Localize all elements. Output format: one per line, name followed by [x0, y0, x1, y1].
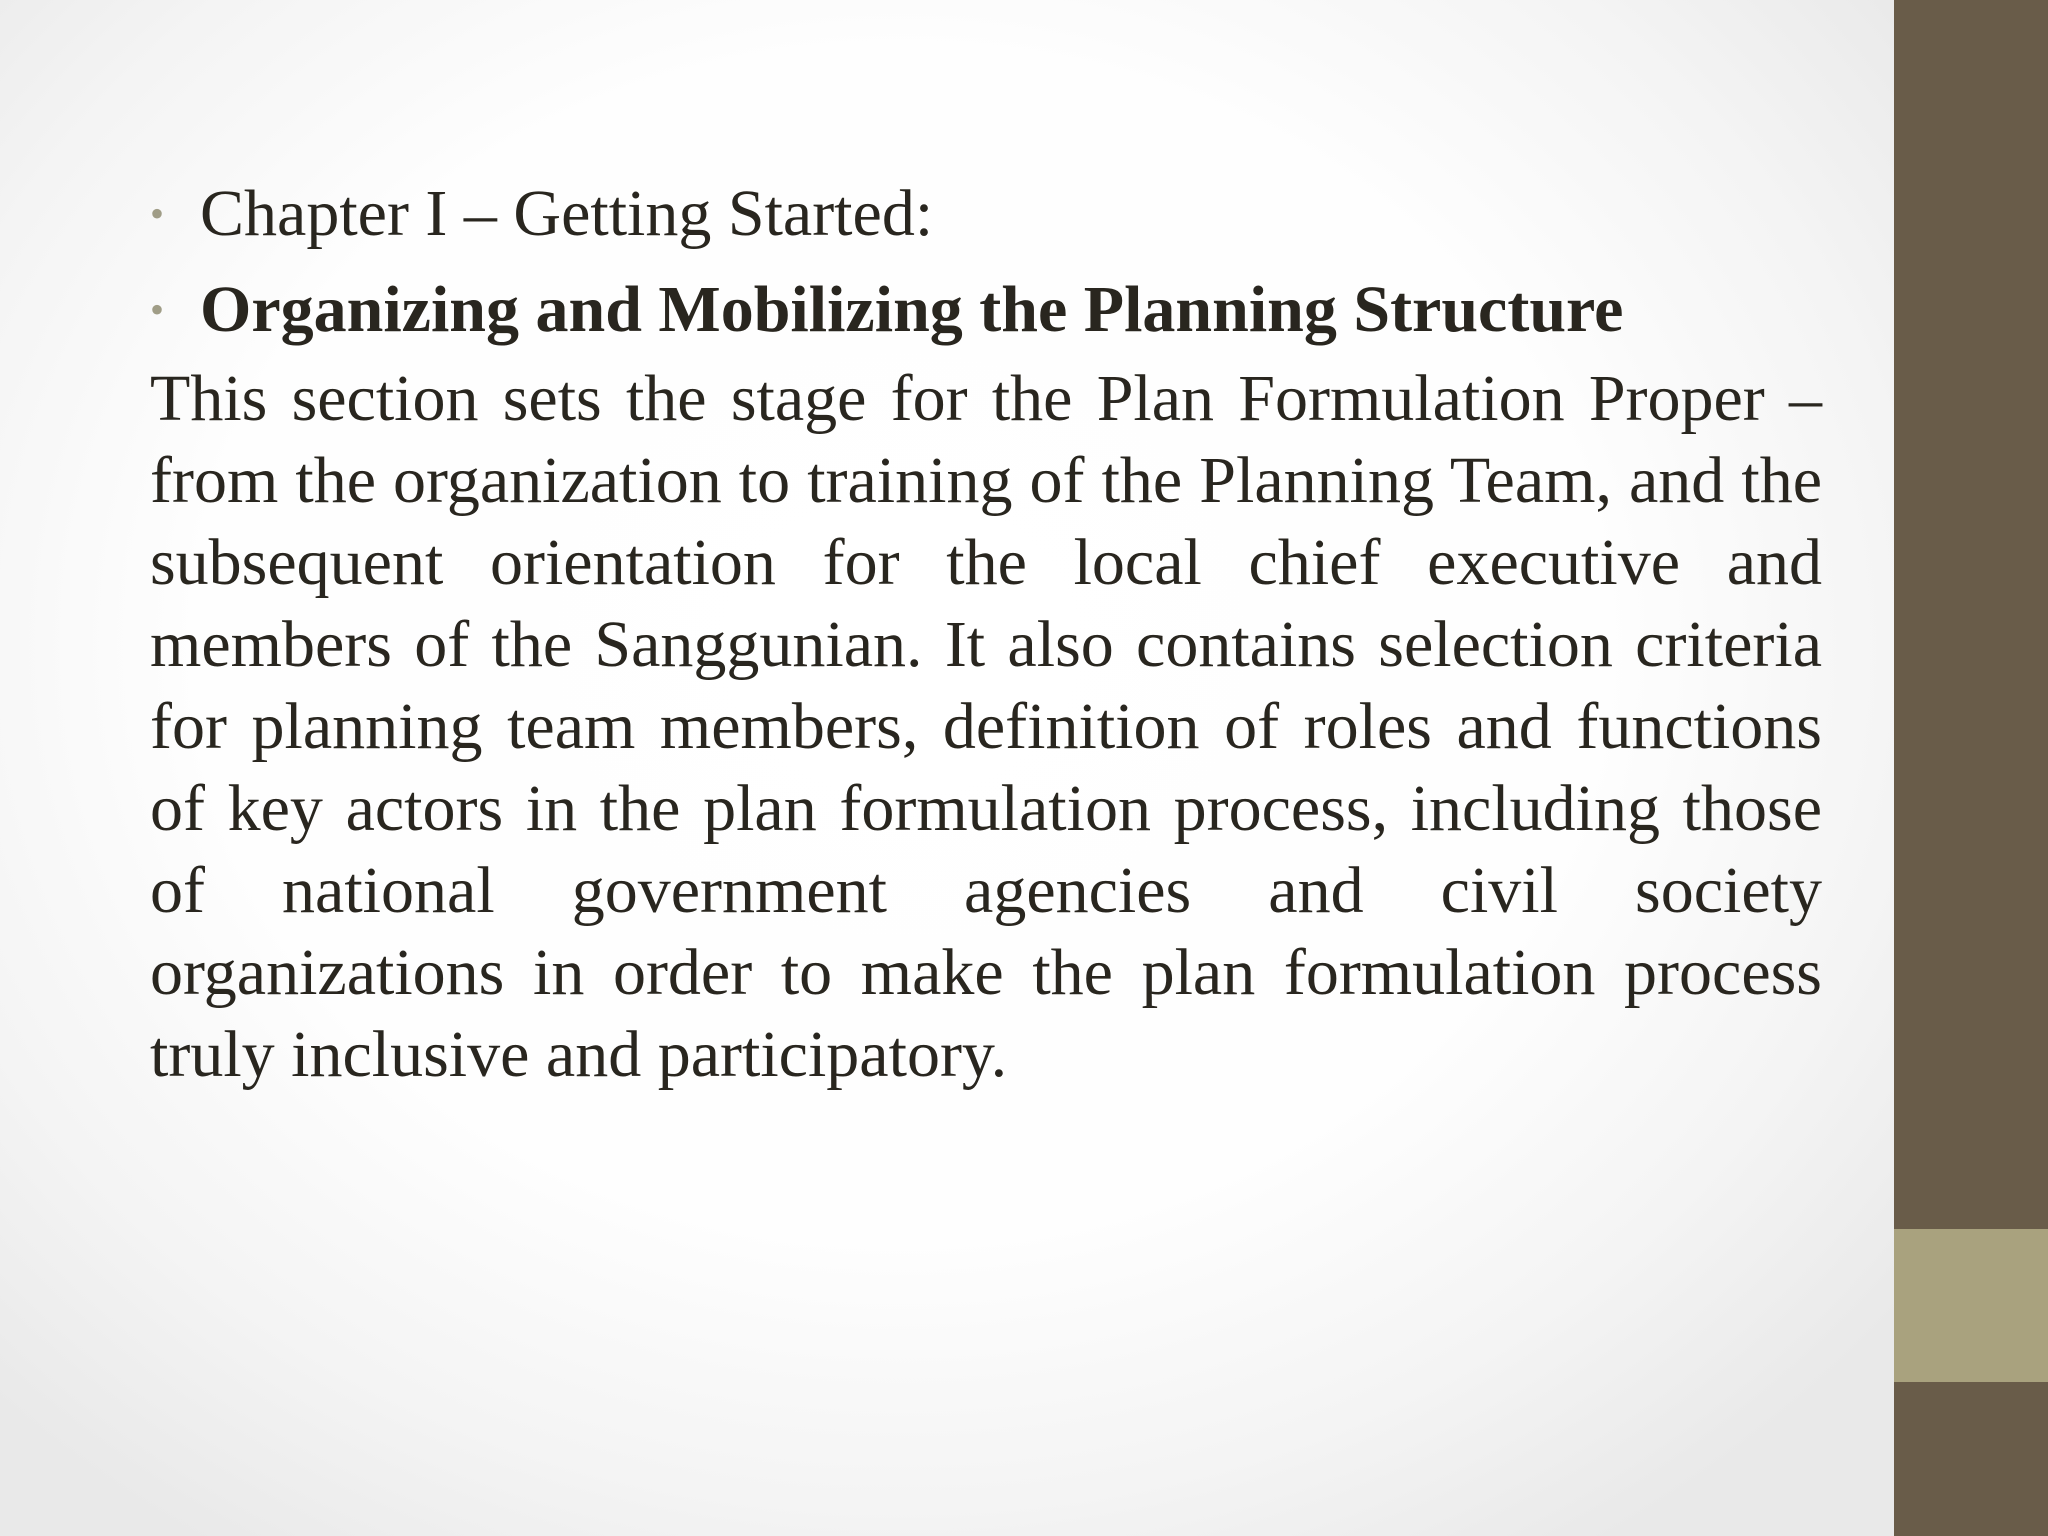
bullet-text: Chapter I – Getting Started:	[200, 177, 934, 250]
body-paragraph: This section sets the stage for the Plan Formulation Proper – from the organization to training of the Planning Team, and the subsequent orientation for the local chief executive and members of the Sanggunian. It also contains selection criteria for planning team members, definition of roles and functions of key actors in the plan formulation process, including those of national government agencies and civil society organizations in order to make the plan formulation process truly inclusive and participatory.	[150, 362, 1822, 1091]
bullet-dot-icon: •	[150, 287, 165, 332]
slide-content	[150, 166, 1822, 1162]
bullet-heading-text: Organizing and Mobilizing the Planning Structure	[200, 273, 1624, 346]
bullet-dot-icon: •	[150, 191, 165, 236]
bullet-item-heading	[150, 262, 1822, 358]
bullet-item-chapter	[150, 166, 1822, 262]
sidebar-accent-block	[1894, 1229, 2048, 1382]
